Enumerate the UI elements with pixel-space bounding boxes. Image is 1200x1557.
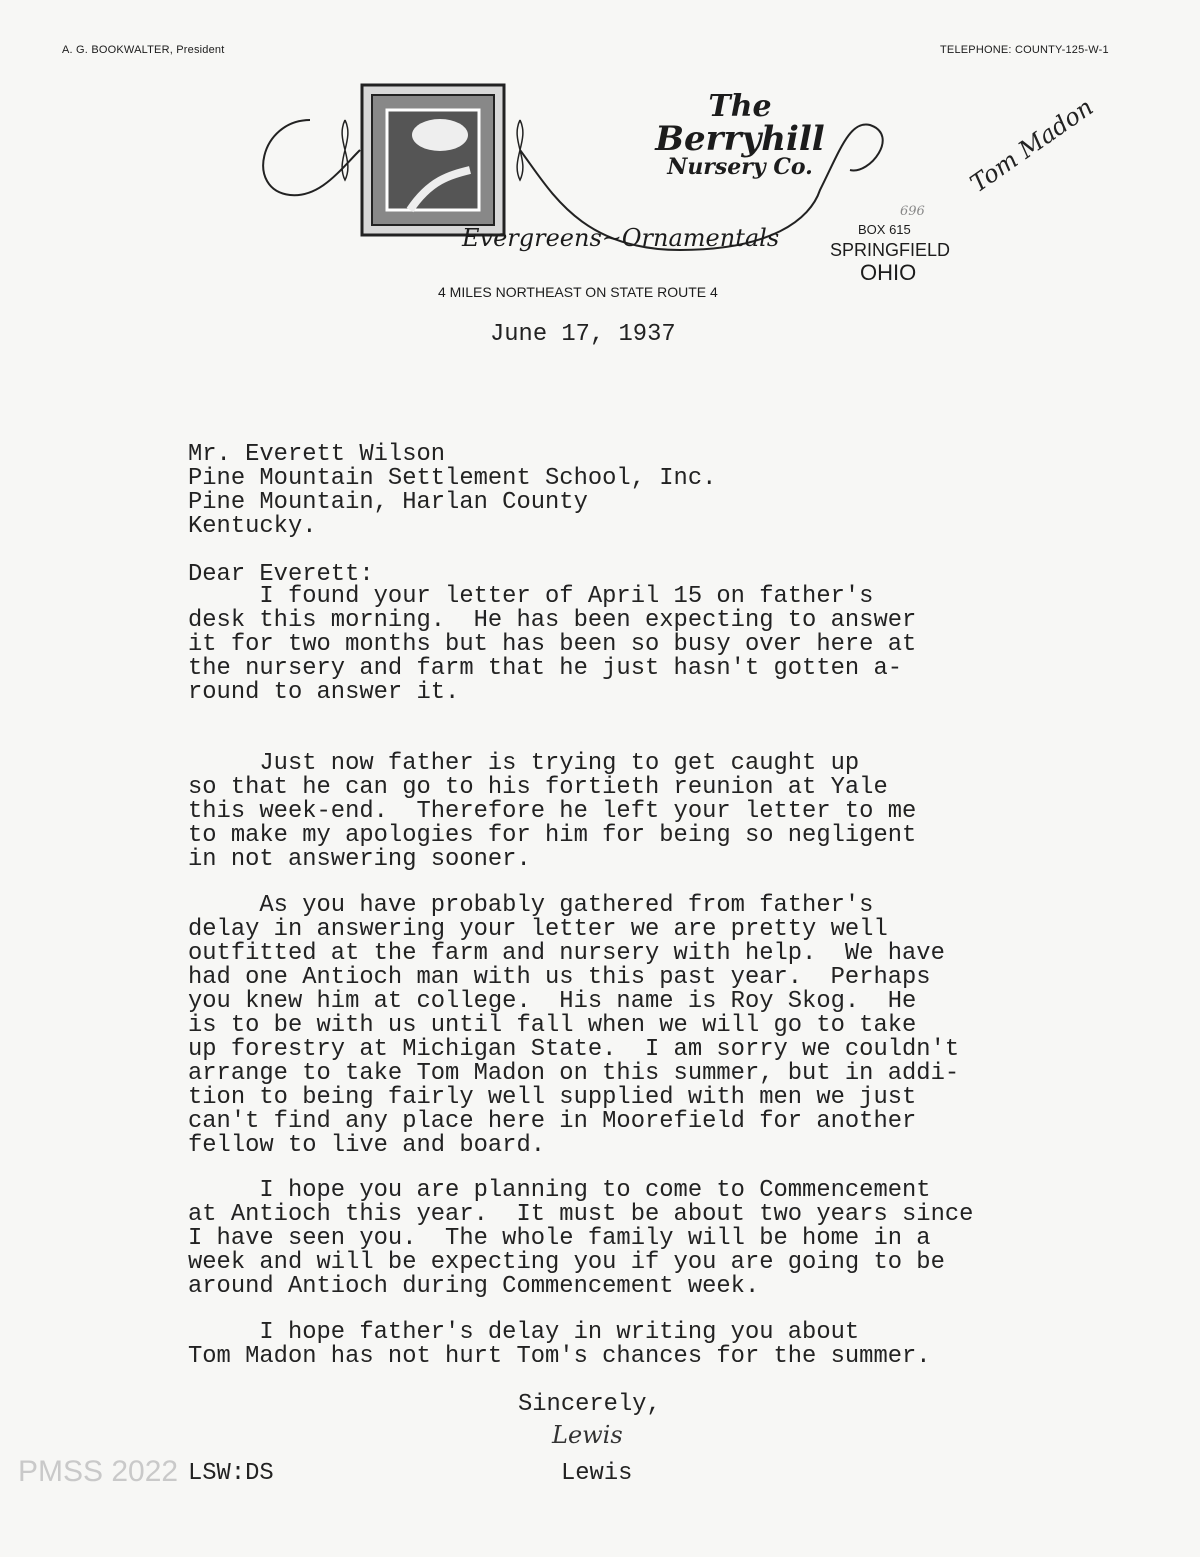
handwritten-name: Tom Madon xyxy=(965,92,1099,198)
text-line: the nursery and farm that he just hasn't gotten a- xyxy=(188,655,903,682)
text-line: I hope you are planning to come to Commencement xyxy=(188,1177,931,1204)
text-line: outfitted at the farm and nursery with help. We have xyxy=(188,940,945,967)
paragraph-2 xyxy=(188,752,916,872)
text-line: you knew him at college. His name is Roy Skog. He xyxy=(188,988,917,1015)
text-line: up forestry at Michigan State. I am sorry we couldn't xyxy=(188,1036,960,1063)
text-line: tion to being fairly well supplied with men we just xyxy=(188,1084,917,1111)
text-line: it for two months but has been so busy over here at xyxy=(188,631,917,658)
text-line: I have seen you. The whole family will be home in a xyxy=(188,1225,931,1252)
box-number: BOX 615 xyxy=(858,222,911,237)
president-line: A. G. BOOKWALTER, President xyxy=(62,44,225,56)
directions: 4 MILES NORTHEAST ON STATE ROUTE 4 xyxy=(438,284,718,300)
text-line: Just now father is trying to get caught up xyxy=(188,750,860,777)
text-line: Tom Madon has not hurt Tom's chances for the summer. xyxy=(188,1343,931,1370)
typist-initials: LSW:DS xyxy=(188,1460,274,1487)
company-name-main: Berryhill xyxy=(655,119,825,159)
text-line: As you have probably gathered from father's xyxy=(188,892,874,919)
handwritten-number: 696 xyxy=(900,204,925,219)
text-line: at Antioch this year. It must be about two years since xyxy=(188,1201,974,1228)
text-line: I hope father's delay in writing you about xyxy=(188,1319,860,1346)
text-line: arrange to take Tom Madon on this summer, but in addi- xyxy=(188,1060,960,1087)
text-line: fellow to live and board. xyxy=(188,1132,546,1159)
paragraph-1 xyxy=(188,585,916,705)
address-line: Kentucky. xyxy=(188,513,317,540)
text-line: around Antioch during Commencement week. xyxy=(188,1273,760,1300)
letter-date: June 17, 1937 xyxy=(490,321,676,348)
city: SPRINGFIELD xyxy=(830,240,951,260)
text-line: week and will be expecting you if you are going to be xyxy=(188,1249,945,1276)
company-name xyxy=(640,89,840,180)
text-line: to make my apologies for him for being so negligent xyxy=(188,822,917,849)
salutation: Dear Everett: xyxy=(188,561,374,588)
closing: Sincerely, xyxy=(518,1391,661,1418)
recipient-address xyxy=(188,443,716,539)
state: OHIO xyxy=(860,260,917,285)
text-line: in not answering sooner. xyxy=(188,846,531,873)
text-line: is to be with us until fall when we will go to take xyxy=(188,1012,917,1039)
text-line: this week-end. Therefore he left your letter to me xyxy=(188,798,917,825)
address-line: Pine Mountain Settlement School, Inc. xyxy=(188,465,717,492)
tagline: Evergreens~Ornamentals xyxy=(462,224,780,252)
text-line: had one Antioch man with us this past year. Perhaps xyxy=(188,964,931,991)
text-line: I found your letter of April 15 on father's xyxy=(188,583,874,610)
company-name-sub: Nursery Co. xyxy=(667,154,813,180)
signature: Lewis xyxy=(552,1421,623,1449)
text-line: can't find any place here in Moorefield for another xyxy=(188,1108,917,1135)
paragraph-4 xyxy=(188,1179,973,1299)
text-line: delay in answering your letter we are pretty well xyxy=(188,916,888,943)
landscape-logo-icon xyxy=(362,85,504,235)
telephone-line: TELEPHONE: COUNTY-125-W-1 xyxy=(940,44,1109,56)
text-line: round to answer it. xyxy=(188,679,460,706)
watermark: PMSS 2022 xyxy=(18,1455,179,1488)
text-line: so that he can go to his fortieth reunion at Yale xyxy=(188,774,888,801)
company-name-the: The xyxy=(708,89,772,124)
paragraph-5 xyxy=(188,1321,931,1369)
paragraph-3 xyxy=(188,894,959,1158)
typed-name: Lewis xyxy=(561,1460,633,1487)
address-line: Pine Mountain, Harlan County xyxy=(188,489,588,516)
text-line: desk this morning. He has been expecting to answer xyxy=(188,607,917,634)
address-line: Mr. Everett Wilson xyxy=(188,441,446,468)
